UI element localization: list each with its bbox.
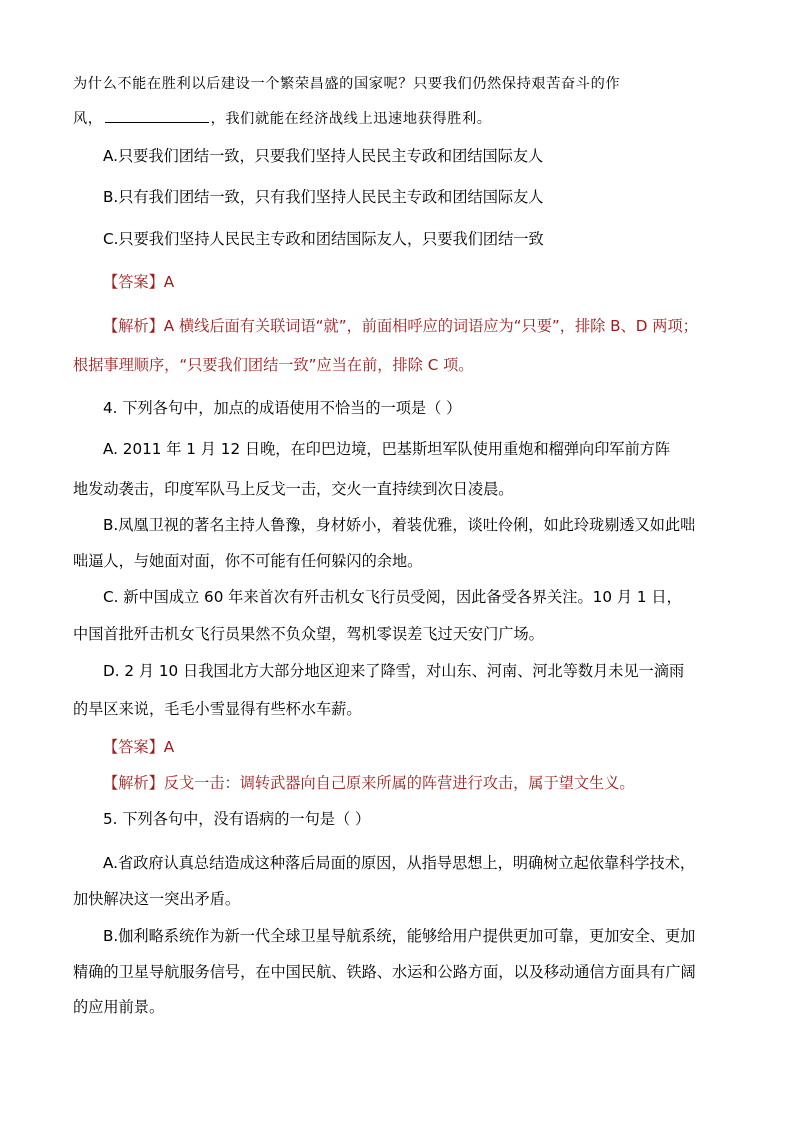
q5-option-b-line2: 精确的卫星导航服务信号，在中国民航、铁路、水运和公路方面，以及移动通信方面具有广阔 [73, 963, 696, 981]
q4-option-c-line2: 中国首批歼击机女飞行员果然不负众望，驾机零误差飞过天安门广场。 [73, 625, 544, 643]
q4-option-a-line1: A. 2011 年 1 月 12 日晚，在印巴边境，巴基斯坦军队使用重炮和榴弹向印军前方阵 [103, 440, 671, 458]
q3-answer [103, 271, 174, 293]
q3-analysis-text1: A 横线后面有关联词语“就”，前面相呼应的词语应为“只要”，排除 B、D 两项； [163, 317, 698, 335]
q4-option-c-line1: C. 新中国成立 60 年来首次有歼击机女飞行员受阅，因此备受各界关注。10 月 1 日， [103, 588, 682, 606]
q3-option-a: A.只要我们团结一致，只要我们坚持人民民主专政和团结国际友人 [103, 147, 544, 165]
q5-stem: 5. 下列各句中，没有语病的一句是（ ） [103, 810, 371, 828]
q4-analysis-label: 【解析】 [103, 774, 164, 792]
q3-answer-label: 【答案】 [103, 273, 164, 291]
q4-answer-label: 【答案】 [103, 738, 164, 756]
q5-option-a-line2: 加快解决这一突出矛盾。 [73, 890, 241, 908]
q3-stem-line2-post: ，我们就能在经济战线上迅速地获得胜利。 [210, 111, 492, 127]
q3-stem-line2 [73, 108, 492, 130]
q3-answer-blank [105, 108, 209, 123]
q3-option-b: B.只有我们团结一致，只有我们坚持人民民主专政和团结国际友人 [103, 188, 544, 206]
q3-stem-line1: 为什么不能在胜利以后建设一个繁荣昌盛的国家呢？只要我们仍然保持艰苦奋斗的作 [73, 76, 621, 92]
q3-analysis-line1 [103, 315, 698, 337]
q4-answer [103, 736, 174, 758]
q5-option-b-line1: B.伽利略系统作为新一代全球卫星导航系统，能够给用户提供更加可靠，更加安全、更加 [103, 927, 696, 945]
q3-stem-line2-pre: 风， [73, 111, 103, 127]
q4-option-d-line1: D. 2 月 10 日我国北方大部分地区迎来了降雪，对山东、河南、河北等数月未见一滴雨 [103, 662, 685, 680]
q4-stem: 4. 下列各句中，加点的成语使用不恰当的一项是（ ） [103, 399, 462, 417]
q3-option-c: C.只要我们坚持人民民主专政和团结国际友人，只要我们团结一致 [103, 230, 544, 248]
q3-answer-value: A [163, 273, 175, 291]
q3-analysis-line2: 根据事理顺序，“只要我们团结一致”应当在前，排除 C 项。 [73, 356, 474, 374]
q4-analysis [103, 772, 635, 794]
q5-option-a-line1: A.省政府认真总结造成这种落后局面的原因，从指导思想上，明确树立起依靠科学技术， [103, 854, 696, 872]
q4-analysis-text: 反戈一击：调转武器向自己原来所属的阵营进行攻击，属于望文生义。 [163, 774, 635, 792]
q4-option-d-line2: 的旱区来说，毛毛小雪显得有些杯水车薪。 [73, 700, 362, 718]
q4-option-b-line1: B.凤凰卫视的著名主持人鲁豫，身材娇小，着装优雅，谈吐伶俐，如此玲珑剔透又如此咄 [103, 516, 696, 534]
q3-analysis-label: 【解析】 [103, 317, 164, 335]
q4-option-a-line2: 地发动袭击，印度军队马上反戈一击，交火一直持续到次日凌晨。 [73, 480, 514, 498]
q4-option-b-line2: 咄逼人，与她面对面，你不可能有任何躲闪的余地。 [73, 552, 423, 570]
q5-option-b-line3: 的应用前景。 [73, 998, 165, 1016]
q4-answer-value: A [163, 738, 175, 756]
